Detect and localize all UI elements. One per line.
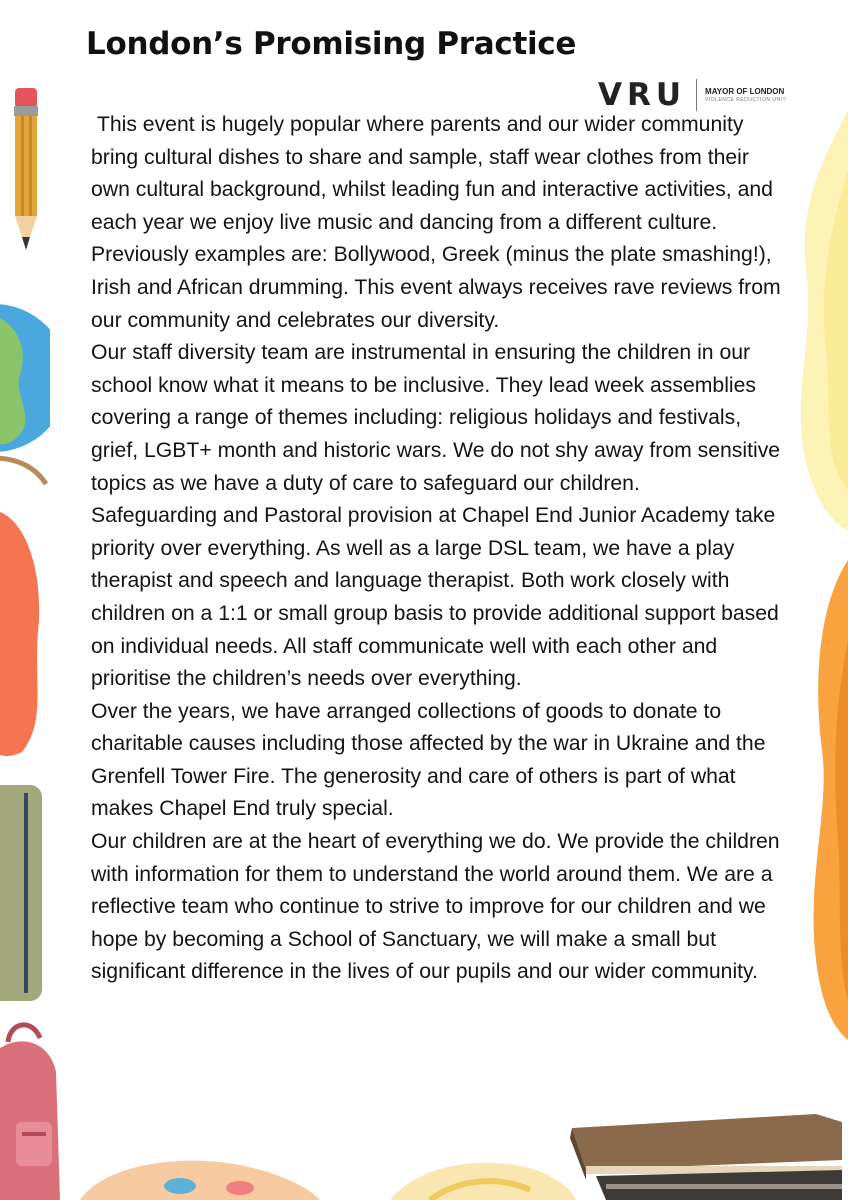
violence-reduction-unit-label: VIOLENCE REDUCTION UNIT: [705, 96, 786, 103]
orange-paint-splash: [792, 560, 848, 1040]
yellow-swirl-splash: [380, 1150, 580, 1200]
logo-divider: [696, 79, 697, 111]
mayor-of-london-label: MAYOR OF LONDON: [705, 86, 785, 96]
globe-icon: [0, 278, 50, 490]
orange-paint-blob: [0, 512, 50, 757]
yellow-paint-splash: [788, 110, 848, 530]
notebook-icon: [0, 785, 44, 1003]
pencil-icon: [6, 80, 46, 255]
logo-text: [705, 87, 786, 104]
paragraph-children-at-heart: Our children are at the heart of everything we do. We provide the children with information for them to understand the world around them. We are a reflective team who continue to strive to improve for our children and we hope by becoming a School of Sanctuary, we will make a small but significant difference in the lives of our pupils and our wider community.: [91, 830, 780, 984]
books-stack-icon: [566, 1108, 848, 1200]
backpack-icon: [0, 1012, 64, 1200]
page-title: London’s Promising Practice: [86, 26, 577, 62]
paragraph-diversity-team: Our staff diversity team are instrumental in ensuring the children in our school know what it means to be inclusive. They lead week assemblies covering a range of themes including: religious holidays and festivals, grief, LGBT+ month and historic wars. We do not shy away from sensitive topics as we have a duty of care to safeguard our children.: [91, 341, 781, 495]
palette-paint-splash: [80, 1140, 320, 1200]
vru-logo: [598, 78, 786, 112]
vru-wordmark: VRU: [598, 77, 687, 113]
paragraph-cultural-event: This event is hugely popular where parents and our wider community bring cultural dishes to share and sample, staff wear clothes from their own cultural background, whilst leading fun and interactive activities, and each year we enjoy live music and dancing from a different culture. Previously examples are: Bollywood, Greek (minus the plate smashing!), Irish and African drumming. This event always receives rave reviews from our community and celebrates our diversity.: [91, 113, 781, 332]
paragraph-charitable-collections: Over the years, we have arranged collections of goods to donate to charitable causes including those affected by the war in Ukraine and the Grenfell Tower Fire. The generosity and care of others is part of what makes Chapel End truly special.: [91, 699, 766, 821]
paragraph-safeguarding: Safeguarding and Pastoral provision at Chapel End Junior Academy take priority over everything. As well as a large DSL team, we have a play therapist and speech and language therapist. Both work closely with children on a 1:1 or small group basis to provide additional support based on individual needs. All staff communicate well with each other and prioritise the children’s needs over everything.: [91, 504, 779, 691]
body-text: [91, 109, 791, 989]
